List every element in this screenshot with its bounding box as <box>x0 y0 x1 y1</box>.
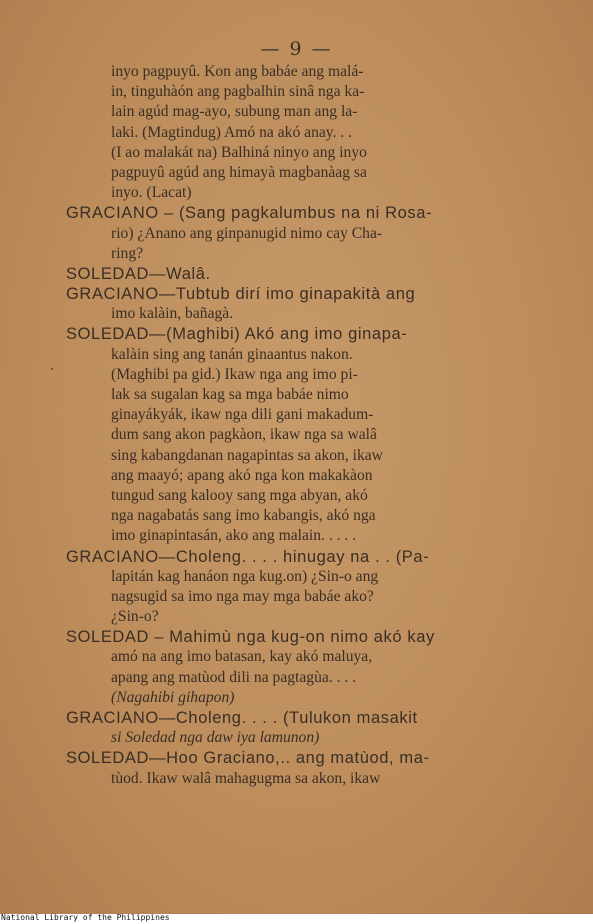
stage-direction-line: (Nagahibi gihapon) <box>111 688 235 706</box>
stage-direction-line: si Soledad nga daw iya lamunon) <box>111 729 320 747</box>
text-line: (Maghibi pa gid.) Ikaw nga ang imo pi- <box>111 365 358 383</box>
speaker-line: SOLEDAD – Mahimù nga kug-on nimo akó kay <box>66 628 435 647</box>
text-line: pagpuyû agúd ang himayà magbanàag sa <box>111 163 367 181</box>
text-line: rio) ¿Anano ang ginpanugid nimo cay Cha- <box>111 224 383 242</box>
text-line: sing kabangdanan nagapintas sa akon, ikaw <box>111 446 383 464</box>
text-line: ginayákyák, ikaw nga dili gani makadum- <box>111 406 374 424</box>
speaker-line: GRACIANO—Tubtub dirí imo ginapakità ang <box>66 285 416 304</box>
text-line: inyo. (Lacat) <box>111 184 192 202</box>
text-line: kalàin sing ang tanán ginaantus nakon. <box>111 345 353 363</box>
text-line: ¿Sin-o? <box>111 608 159 626</box>
speaker-line: SOLEDAD—(Maghibi) Akó ang imo ginapa- <box>66 325 408 344</box>
text-line: (I ao malakát na) Balhiná ninyo ang inyo <box>111 143 367 161</box>
text-line: ang maayó; apang akó nga kon makakàon <box>111 466 373 484</box>
play-text <box>66 62 494 789</box>
text-line: in, tinguhàón ang pagbalhin sinâ nga ka- <box>111 83 365 101</box>
text-line: apang ang matùod dili na pagtagùa. . . . <box>111 668 357 686</box>
text-line: dum sang akon pagkàon, ikaw nga sa walâ <box>111 426 377 444</box>
speaker-line: SOLEDAD—Hoo Graciano,.. ang matùod, ma- <box>66 749 430 768</box>
speaker-line: GRACIANO – (Sang pagkalumbus na ni Rosa- <box>66 204 433 223</box>
text-line: lain agúd mag-ayo, subung man ang la- <box>111 103 358 121</box>
text-line: nagsugid sa imo nga may mga babáe ako? <box>111 587 374 605</box>
text-line: imo kalàin, bañagà. <box>111 305 234 323</box>
speaker-line: GRACIANO—Choleng. . . . (Tulukon masakit <box>66 709 418 727</box>
text-line: amó na ang imo batasan, kay akó maluya, <box>111 648 373 666</box>
margin-mark: · <box>50 362 55 378</box>
text-line: lak sa sugalan kag sa mga babáe nimo <box>111 386 349 403</box>
footer-bar <box>0 914 593 924</box>
speaker-line: SOLEDAD—Walâ. <box>66 264 211 283</box>
text-line: ring? <box>111 244 144 262</box>
text-line: tungud sang kalooy sang mga abyan, akó <box>111 486 368 504</box>
text-line: imo ginapintasán, ako ang malain. . . . . <box>111 527 357 545</box>
text-line: lapitán kag hanáon nga kug.on) ¿Sin-o ang <box>111 567 379 585</box>
text-line: laki. (Magtindug) Amó na akó anay. . . <box>111 123 353 141</box>
text-line: inyo pagpuyû. Kon ang babáe ang malá- <box>111 63 364 80</box>
page-number: — 9 — <box>260 38 333 60</box>
speaker-line: GRACIANO—Choleng. . . . hinugay na . . (Pa- <box>66 547 430 566</box>
text-line: nga nagabatás sang imo kabangis, akó nga <box>111 507 376 525</box>
footer-credit: National Library of the Philippines <box>1 913 170 922</box>
text-line: tùod. Ikaw walâ mahagugma sa akon, ikaw <box>111 769 381 787</box>
